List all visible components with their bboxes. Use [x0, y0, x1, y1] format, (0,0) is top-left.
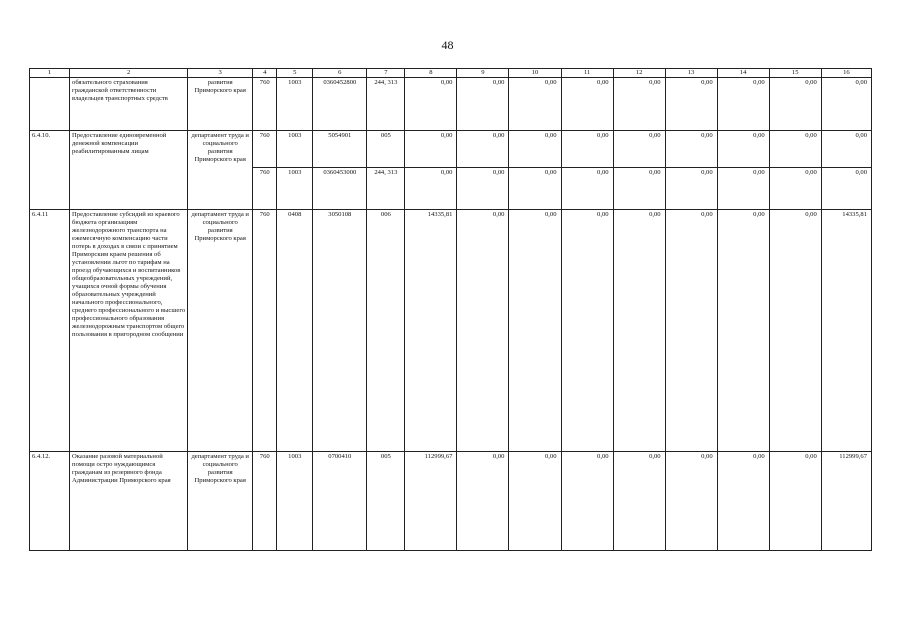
amount-cell: 0,00: [457, 78, 509, 131]
table-row: [30, 452, 872, 551]
amount-cell: 0,00: [821, 168, 871, 210]
row-id: 6.4.11: [30, 210, 70, 452]
code-section: 1003: [277, 131, 313, 168]
amount-cell: 0,00: [769, 131, 821, 168]
amount-cell: 0,00: [717, 131, 769, 168]
row-name: Предоставление субсидий из краевого бюджета организациям железнодорожного транспорта на ежемесячную компенсацию части потерь в доходах в связи с принятием Приморским краем решения об установлении льгот по тарифам на проезд обучающихся и воспитанников общеобразовательных учреждений, учащихся очной формы обучения образовательных учреждений начального профессионального, среднего профессионального и высшего профессионального образования железнодорожным транспортом общего пользования в пригородном сообщении: [70, 210, 188, 452]
row-dept: департамент труда и социального развития Приморского края: [188, 131, 253, 210]
code-type: 244, 313: [367, 78, 405, 131]
table-row: [30, 131, 872, 168]
column-header: 5: [277, 69, 313, 78]
amount-cell: 14335,81: [821, 210, 871, 452]
column-header: 9: [457, 69, 509, 78]
row-name: обязательного страхования гражданской ответственности владельцев транспортных средств: [70, 78, 188, 131]
amount-cell: 0,00: [821, 131, 871, 168]
code-section: 0408: [277, 210, 313, 452]
amount-cell: 0,00: [405, 168, 457, 210]
amount-cell: 112999,67: [821, 452, 871, 551]
table-row: [30, 78, 872, 131]
row-id: [30, 78, 70, 131]
amount-cell: 0,00: [561, 131, 613, 168]
column-header: 10: [509, 69, 561, 78]
amount-cell: 0,00: [561, 168, 613, 210]
code-target: 0360452800: [313, 78, 367, 131]
amount-cell: 0,00: [509, 168, 561, 210]
code-ministry: 760: [253, 210, 277, 452]
amount-cell: 0,00: [665, 452, 717, 551]
column-header: 15: [769, 69, 821, 78]
code-target: 0360453000: [313, 168, 367, 210]
amount-cell: 0,00: [665, 168, 717, 210]
code-type: 005: [367, 131, 405, 168]
amount-cell: 0,00: [769, 210, 821, 452]
column-header: 1: [30, 69, 70, 78]
amount-cell: 0,00: [457, 168, 509, 210]
amount-cell: 0,00: [509, 210, 561, 452]
row-name: Предоставление единовременной денежной компенсации реабилитированным лицам: [70, 131, 188, 210]
code-section: 1003: [277, 78, 313, 131]
table-row: [30, 210, 872, 452]
amount-cell: 0,00: [405, 131, 457, 168]
row-name: Оказание разовой материальной помощи остро нуждающимся гражданам из резервного фонда Администрации Приморского края: [70, 452, 188, 551]
amount-cell: 0,00: [509, 131, 561, 168]
amount-cell: 0,00: [613, 78, 665, 131]
amount-cell: 0,00: [821, 78, 871, 131]
code-ministry: 760: [253, 168, 277, 210]
amount-cell: 14335,81: [405, 210, 457, 452]
code-section: 1003: [277, 452, 313, 551]
column-header: 12: [613, 69, 665, 78]
amount-cell: 0,00: [769, 168, 821, 210]
amount-cell: 0,00: [613, 168, 665, 210]
code-ministry: 760: [253, 131, 277, 168]
header-row: [30, 69, 872, 78]
column-header: 2: [70, 69, 188, 78]
amount-cell: 0,00: [457, 452, 509, 551]
amount-cell: 0,00: [717, 78, 769, 131]
column-header: 13: [665, 69, 717, 78]
amount-cell: 0,00: [509, 452, 561, 551]
code-target: 0700410: [313, 452, 367, 551]
amount-cell: 0,00: [613, 131, 665, 168]
row-dept: департамент труда и социального развития Приморского края: [188, 210, 253, 452]
amount-cell: 0,00: [457, 131, 509, 168]
row-id: 6.4.12.: [30, 452, 70, 551]
code-type: 006: [367, 210, 405, 452]
code-section: 1003: [277, 168, 313, 210]
amount-cell: 0,00: [561, 452, 613, 551]
amount-cell: 0,00: [561, 210, 613, 452]
amount-cell: 0,00: [457, 210, 509, 452]
code-type: 005: [367, 452, 405, 551]
amount-cell: 0,00: [717, 168, 769, 210]
code-ministry: 760: [253, 452, 277, 551]
code-target: 5054901: [313, 131, 367, 168]
amount-cell: 0,00: [405, 78, 457, 131]
row-id: 6.4.10.: [30, 131, 70, 210]
amount-cell: 0,00: [769, 78, 821, 131]
column-header: 8: [405, 69, 457, 78]
column-header: 14: [717, 69, 769, 78]
amount-cell: 0,00: [665, 210, 717, 452]
amount-cell: 0,00: [665, 78, 717, 131]
row-dept: развития Приморского края: [188, 78, 253, 131]
column-header: 3: [188, 69, 253, 78]
amount-cell: 0,00: [665, 131, 717, 168]
amount-cell: 0,00: [613, 210, 665, 452]
amount-cell: 0,00: [509, 78, 561, 131]
code-type: 244, 313: [367, 168, 405, 210]
row-dept: департамент труда и социального развития Приморского края: [188, 452, 253, 551]
column-header: 16: [821, 69, 871, 78]
amount-cell: 0,00: [717, 452, 769, 551]
amount-cell: 112999,67: [405, 452, 457, 551]
amount-cell: 0,00: [769, 452, 821, 551]
amount-cell: 0,00: [717, 210, 769, 452]
column-header: 7: [367, 69, 405, 78]
amount-cell: 0,00: [613, 452, 665, 551]
column-header: 11: [561, 69, 613, 78]
code-ministry: 760: [253, 78, 277, 131]
column-header: 6: [313, 69, 367, 78]
page-number: 48: [441, 38, 454, 52]
code-target: 3050108: [313, 210, 367, 452]
column-header: 4: [253, 69, 277, 78]
budget-table: [29, 68, 872, 551]
amount-cell: 0,00: [561, 78, 613, 131]
